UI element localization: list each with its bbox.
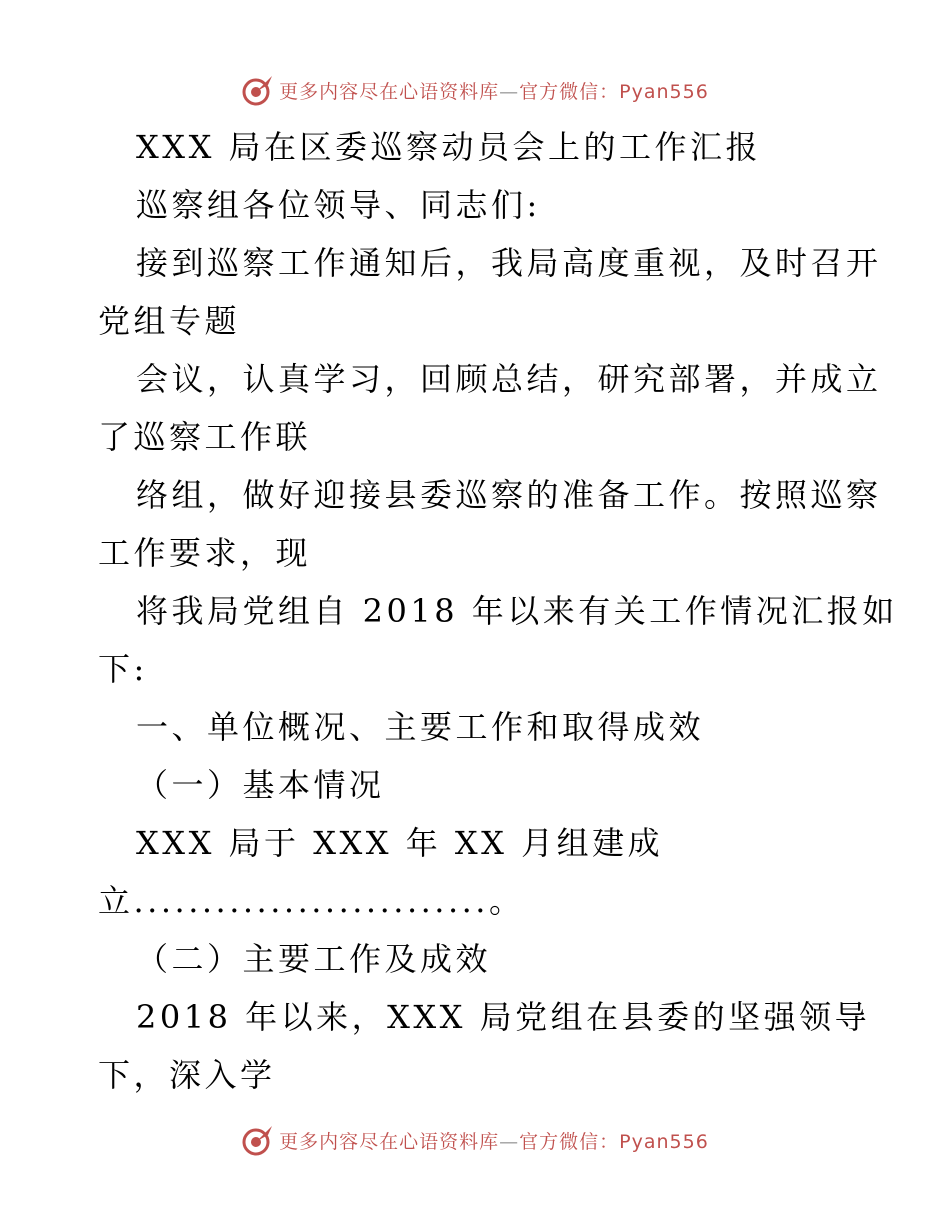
document-line: 2018 年以来，XXX 局党组在县委的坚强领导 bbox=[136, 998, 871, 1036]
document-line: 巡察组各位领导、同志们: bbox=[136, 186, 541, 224]
watermark-footer bbox=[0, 1120, 950, 1160]
document-line: XXX 局于 XXX 年 XX 月组建成 bbox=[136, 824, 664, 862]
document-line: 一、单位概况、主要工作和取得成效 bbox=[136, 708, 705, 746]
watermark-text bbox=[279, 77, 709, 104]
document-line: （一）基本情况 bbox=[136, 766, 385, 804]
document-line: 将我局党组自 2018 年以来有关工作情况汇报如 bbox=[136, 592, 898, 630]
document-line: 下，深入学 bbox=[98, 1056, 276, 1094]
watermark-contact: 官方微信：Pyan556 bbox=[519, 1130, 709, 1153]
quill-logo-icon bbox=[241, 73, 275, 107]
document-line: 了巡察工作联 bbox=[98, 418, 312, 456]
document-line: 会议，认真学习，回顾总结，研究部署，并成立 bbox=[136, 360, 882, 398]
watermark-separator: — bbox=[499, 80, 520, 103]
document-line: XXX 局在区委巡察动员会上的工作汇报 bbox=[136, 128, 762, 166]
document-body bbox=[98, 118, 898, 1104]
watermark-header bbox=[0, 70, 950, 110]
watermark-brand: 更多内容尽在心语资料库 bbox=[279, 1130, 500, 1153]
watermark-brand: 更多内容尽在心语资料库 bbox=[279, 80, 500, 103]
document-line: 立..........................。 bbox=[98, 882, 525, 920]
document-line: 党组专题 bbox=[98, 302, 241, 340]
watermark-contact: 官方微信：Pyan556 bbox=[519, 80, 709, 103]
quill-logo-icon bbox=[241, 1123, 275, 1157]
document-line: 工作要求，现 bbox=[98, 534, 312, 572]
document-line: 下: bbox=[98, 650, 148, 688]
document-line: 接到巡察工作通知后，我局高度重视，及时召开 bbox=[136, 244, 882, 282]
document-line: 络组，做好迎接县委巡察的准备工作。按照巡察 bbox=[136, 476, 882, 514]
watermark-text bbox=[279, 1127, 709, 1154]
document-line: （二）主要工作及成效 bbox=[136, 940, 492, 978]
watermark-separator: — bbox=[499, 1130, 520, 1153]
